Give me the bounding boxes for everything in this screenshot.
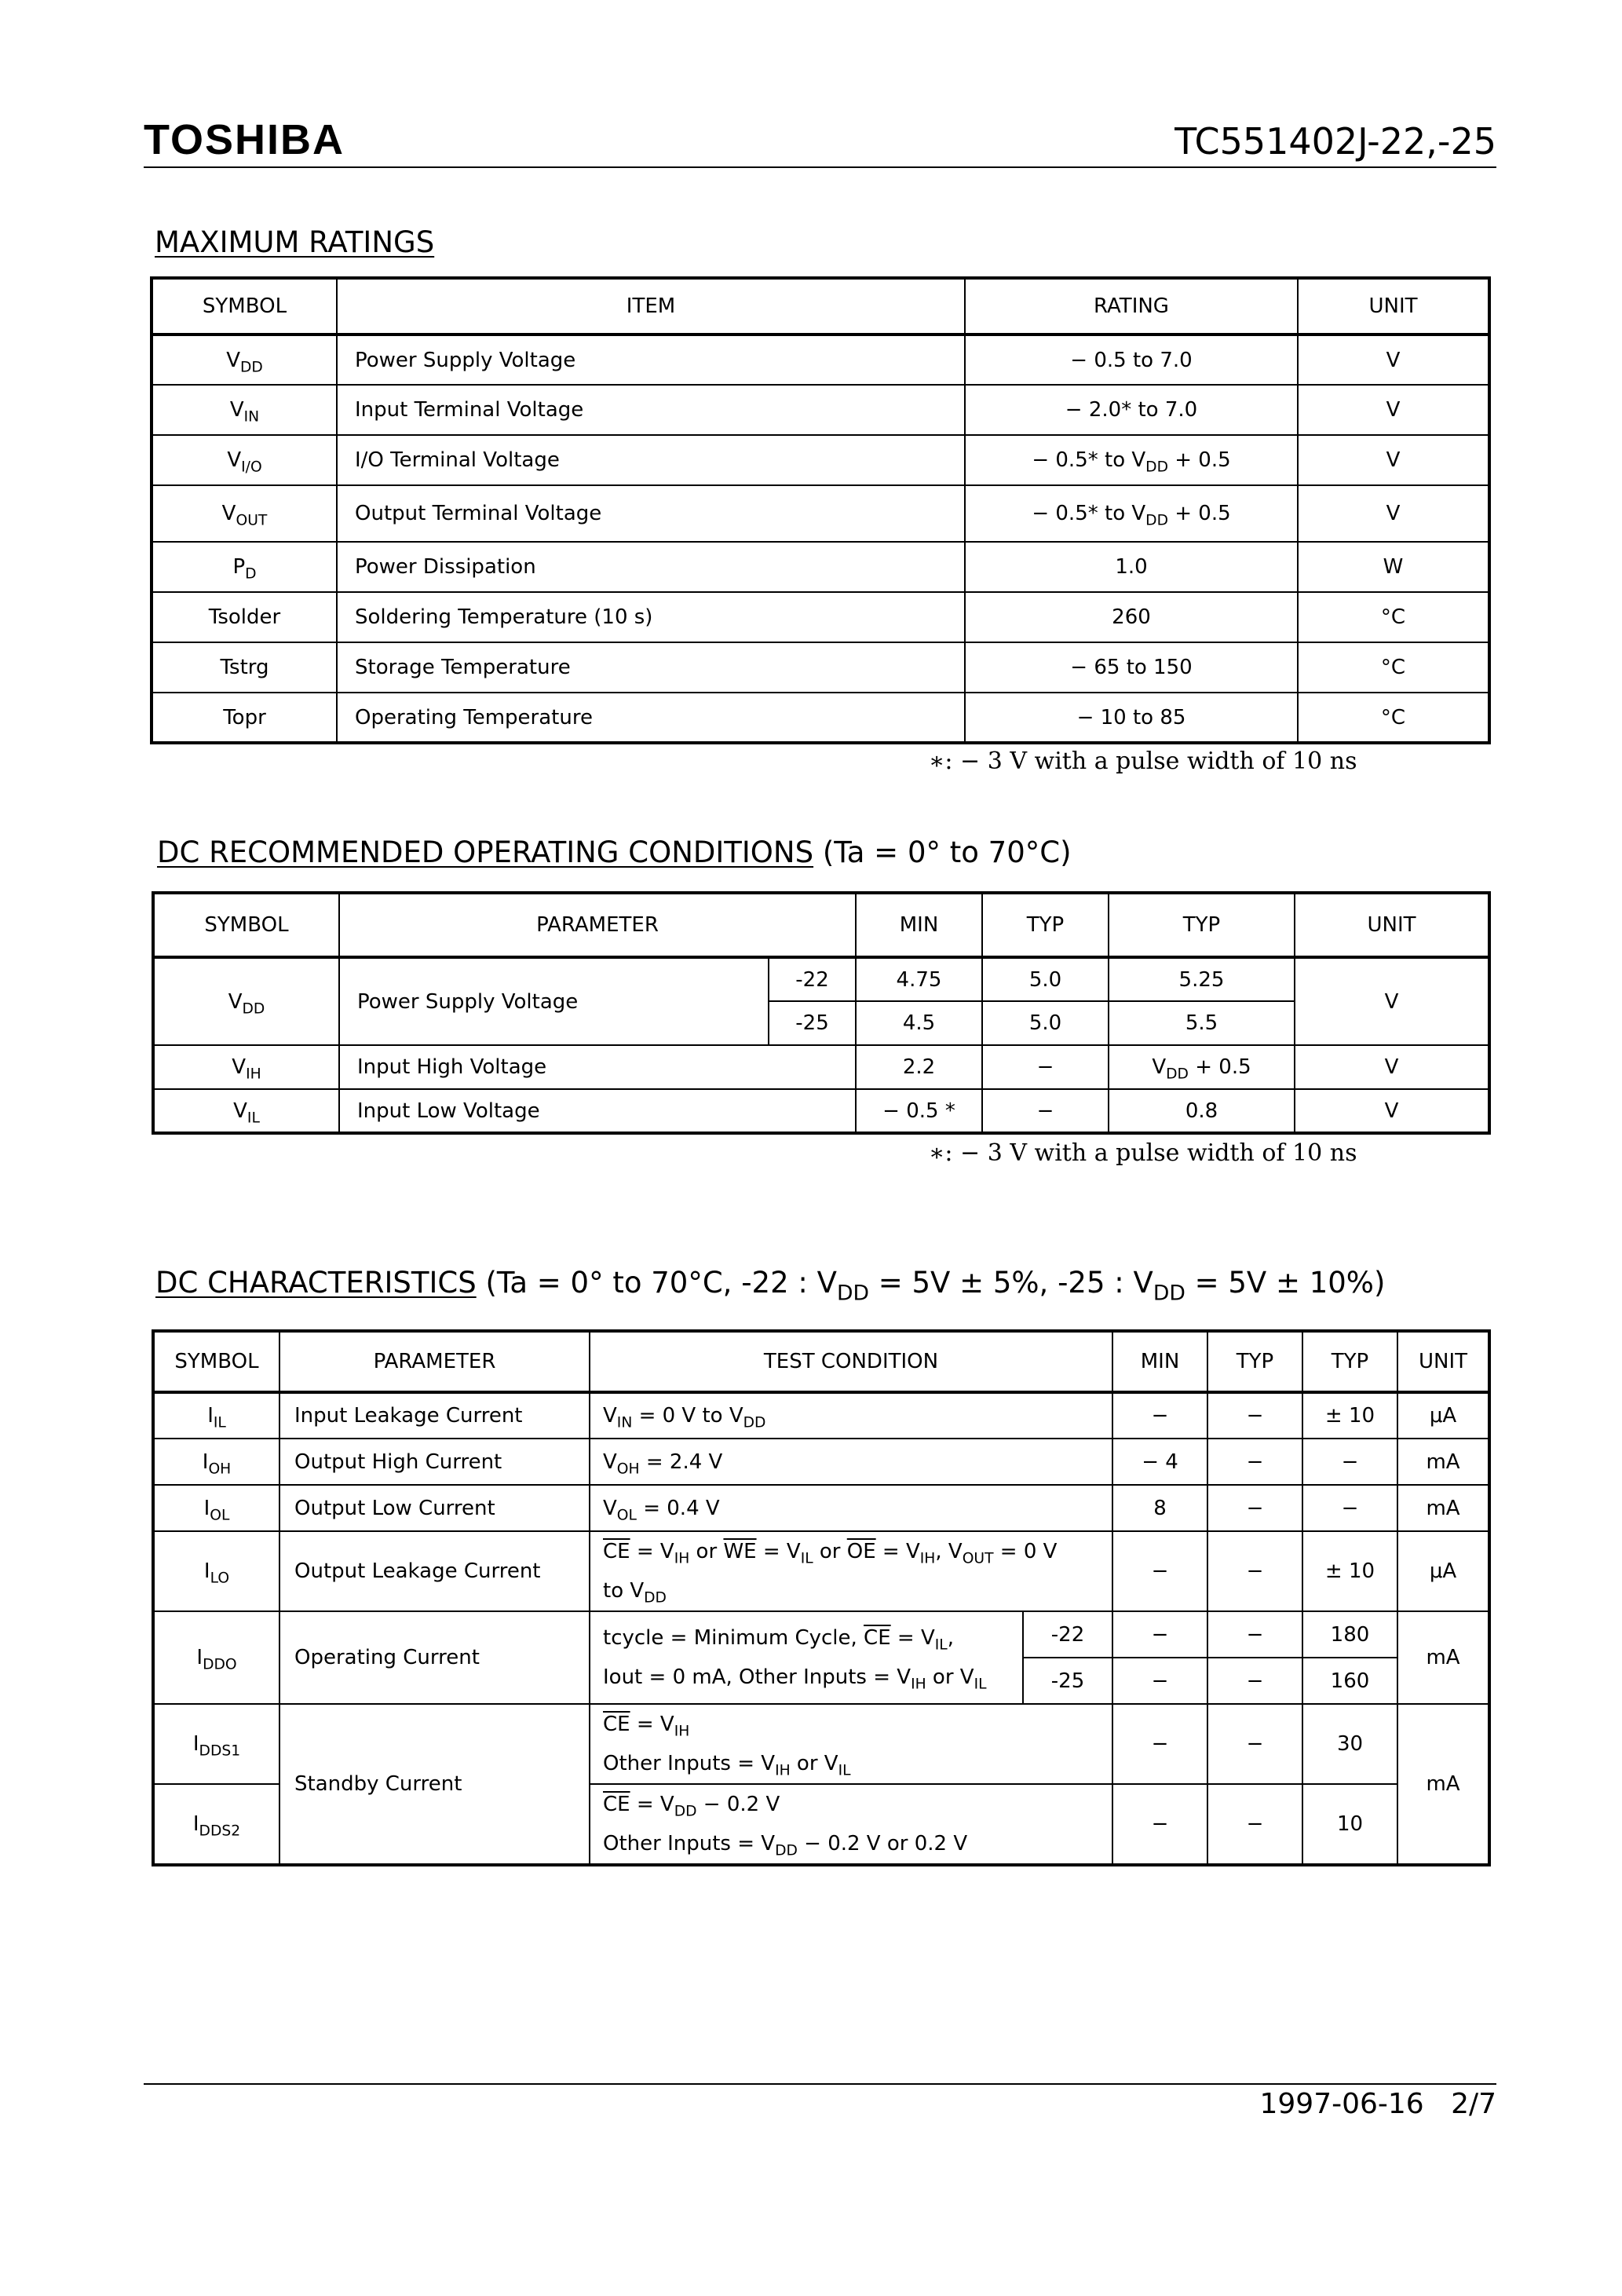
min-cell: 2.2 [856,1045,982,1089]
item-cell: Input Terminal Voltage [337,385,965,435]
max-cell: ± 10 [1302,1531,1397,1611]
column-header: PARAMETER [279,1331,590,1392]
unit-cell: V [1295,957,1489,1045]
header-rule [144,166,1496,168]
min-cell: − 0.5 * [856,1089,982,1133]
typ-cell: − [1207,1611,1302,1658]
item-cell: I/O Terminal Voltage [337,435,965,485]
unit-cell: V [1298,485,1489,542]
symbol-cell: $P_D$ [152,542,337,592]
column-header: UNIT [1295,893,1489,957]
unit-cell: °C [1298,693,1489,743]
condition-cell: $V_{OH} = 2.4$ V [590,1439,1112,1485]
rating-cell: − 2.0* to 7.0 [965,385,1298,435]
rating-cell: − 0.5* to $V_{DD} + 0.5$ [965,435,1298,485]
item-cell: Power Supply Voltage [337,335,965,385]
symbol-cell: $I_{DDS1}$ [153,1704,279,1784]
symbol-cell: Tstrg [152,642,337,693]
grade-cell: -22 [769,957,856,1001]
symbol-cell: $I_{OL}$ [153,1485,279,1531]
column-header: MIN [1112,1331,1207,1392]
max-cell: − [1302,1485,1397,1531]
symbol-cell: $I_{DDO}$ [153,1611,279,1704]
condition-line: $\overline{CE} = V_{IH}$ [603,1713,690,1740]
rating-cell: − 65 to 150 [965,642,1298,693]
symbol-cell: Topr [152,693,337,743]
symbol-cell: $I_{IL}$ [153,1392,279,1439]
symbol-cell: $V_{I/O}$ [152,435,337,485]
item-cell: Soldering Temperature (10 s) [337,592,965,642]
max-cell: 0.8 [1109,1089,1295,1133]
parameter-cell: Input Low Voltage [339,1089,856,1133]
part-number: TC551402J-22,-25 [1174,120,1496,163]
min-cell: − [1112,1658,1207,1704]
condition-cell [590,1531,1112,1611]
grade-cell: -22 [1023,1611,1112,1658]
table-row [153,957,1489,1001]
grade-cell: -25 [769,1001,856,1045]
max-cell: 5.25 [1109,957,1295,1001]
unit-cell: μA [1397,1392,1489,1439]
table-row [152,542,1489,592]
max-cell: 160 [1302,1658,1397,1704]
table-row [153,1485,1489,1531]
parameter-cell: Input Leakage Current [279,1392,590,1439]
parameter-cell: Power Supply Voltage [339,957,769,1045]
symbol-cell: $V_{DD}$ [152,335,337,385]
unit-cell: mA [1397,1611,1489,1704]
min-cell: − [1112,1531,1207,1611]
unit-cell: W [1298,542,1489,592]
footer-date-page [1260,2087,1497,2122]
dc-rec-title: DC RECOMMENDED OPERATING CONDITIONS (Ta = 0° to 70°C) [157,835,1072,869]
typ-cell: 5.0 [982,1001,1109,1045]
min-cell: − [1112,1392,1207,1439]
unit-cell: mA [1397,1485,1489,1531]
symbol-cell: $V_{IL}$ [153,1089,339,1133]
condition-cell: $V_{OL} = 0.4$ V [590,1485,1112,1531]
column-header: TEST CONDITION [590,1331,1112,1392]
condition-line: to $V_{DD}$ [603,1579,667,1607]
column-header: RATING [965,278,1298,335]
unit-cell: V [1298,435,1489,485]
column-header: SYMBOL [152,278,337,335]
table-row [153,1045,1489,1089]
dc-char-table [152,1329,1491,1866]
max-ratings-footnote: ∗: − 3 V with a pulse width of 10 ns [929,748,1357,775]
condition-cell [590,1704,1112,1784]
parameter-cell: Standby Current [279,1704,590,1865]
column-header: UNIT [1298,278,1489,335]
condition-cell [590,1784,1112,1865]
symbol-cell: Tsolder [152,592,337,642]
typ-cell: − [1207,1485,1302,1531]
condition-cell [590,1611,1023,1704]
column-header: ITEM [337,278,965,335]
table-header-row [152,278,1489,335]
table-row [152,335,1489,385]
condition-line: tcycle = Minimum Cycle, $\overline{CE} = V_{IL}$, [603,1626,954,1654]
min-cell: − 4 [1112,1439,1207,1485]
item-cell: Output Terminal Voltage [337,485,965,542]
typ-cell: − [982,1089,1109,1133]
typ-cell: − [1207,1784,1302,1865]
dc-char-title: DC CHARACTERISTICS (Ta = 0° to 70°C, -22 : $V_{DD} = 5V \pm 5\%$, -25 : $V_{DD} = 5V \pm 10\%$) [155,1266,1386,1306]
page-number: 2/7 [1451,2088,1496,2120]
column-header: TYP [1109,893,1295,957]
table-row [152,385,1489,435]
table-row [152,485,1489,542]
unit-cell: V [1298,335,1489,385]
max-cell: ± 10 [1302,1392,1397,1439]
symbol-cell: $V_{DD}$ [153,957,339,1045]
condition-line: Other Inputs = $V_{IH}$ or $V_{IL}$ [603,1752,851,1779]
table-row [152,693,1489,743]
rating-cell: − 0.5* to $V_{DD} + 0.5$ [965,485,1298,542]
typ-cell: − [1207,1439,1302,1485]
symbol-cell: $V_{IH}$ [153,1045,339,1089]
rating-cell: − 0.5 to 7.0 [965,335,1298,385]
dc-rec-table [152,891,1491,1135]
table-row [153,1089,1489,1133]
rating-cell: 260 [965,592,1298,642]
item-cell: Power Dissipation [337,542,965,592]
item-cell: Storage Temperature [337,642,965,693]
typ-cell: − [1207,1704,1302,1784]
footer-date: 1997-06-16 [1259,2088,1424,2120]
max-ratings-title: MAXIMUM RATINGS [155,225,435,259]
min-cell: 4.5 [856,1001,982,1045]
column-header: SYMBOL [153,1331,279,1392]
unit-cell: V [1295,1089,1489,1133]
column-header: MIN [856,893,982,957]
symbol-cell: $I_{DDS2}$ [153,1784,279,1865]
parameter-cell: Input High Voltage [339,1045,856,1089]
max-cell: 180 [1302,1611,1397,1658]
column-header: TYP [982,893,1109,957]
table-row [153,1439,1489,1485]
table-row [152,435,1489,485]
max-cell: 10 [1302,1784,1397,1865]
column-header: UNIT [1397,1331,1489,1392]
min-cell: − [1112,1704,1207,1784]
table-row [152,592,1489,642]
footer-rule [144,2083,1496,2085]
table-row [153,1611,1489,1658]
typ-cell: − [1207,1531,1302,1611]
column-header: TYP [1207,1331,1302,1392]
typ-cell: − [982,1045,1109,1089]
symbol-cell: $I_{LO}$ [153,1531,279,1611]
min-cell: 8 [1112,1485,1207,1531]
column-header: PARAMETER [339,893,856,957]
brand-logo: TOSHIBA [144,116,345,163]
grade-cell: -25 [1023,1658,1112,1704]
unit-cell: V [1295,1045,1489,1089]
unit-cell: °C [1298,592,1489,642]
typ-cell: − [1207,1392,1302,1439]
column-header: TYP [1302,1331,1397,1392]
unit-cell: μA [1397,1531,1489,1611]
symbol-cell: $V_{OUT}$ [152,485,337,542]
condition-line: Iout = 0 mA, Other Inputs = $V_{IH}$ or $V_{IL}$ [603,1665,987,1693]
max-cell: 30 [1302,1704,1397,1784]
symbol-cell: $V_{IN}$ [152,385,337,435]
condition-line: $\overline{CE} = V_{IH}$ or $\overline{WE} = V_{IL}$ or $\overline{OE} = V_{IH}$, $V_{OUT} = 0$ V [603,1540,1058,1567]
max-cell: 5.5 [1109,1001,1295,1045]
max-cell: $V_{DD} + 0.5$ [1109,1045,1295,1089]
unit-cell: mA [1397,1704,1489,1865]
dc-rec-footnote: ∗: − 3 V with a pulse width of 10 ns [929,1139,1357,1167]
max-cell: − [1302,1439,1397,1485]
item-cell: Operating Temperature [337,693,965,743]
condition-line: Other Inputs = $V_{DD} - 0.2$ V or 0.2 V [603,1832,968,1859]
min-cell: − [1112,1784,1207,1865]
rating-cell: 1.0 [965,542,1298,592]
table-header-row [153,1331,1489,1392]
unit-cell: mA [1397,1439,1489,1485]
condition-cell: $V_{IN} = 0$ V to $V_{DD}$ [590,1392,1112,1439]
table-row [152,642,1489,693]
min-cell: 4.75 [856,957,982,1001]
symbol-cell: $I_{OH}$ [153,1439,279,1485]
unit-cell: °C [1298,642,1489,693]
parameter-cell: Output High Current [279,1439,590,1485]
condition-line: $\overline{CE} = V_{DD} - 0.2$ V [603,1793,780,1820]
table-row [153,1531,1489,1611]
min-cell: − [1112,1611,1207,1658]
typ-cell: − [1207,1658,1302,1704]
unit-cell: V [1298,385,1489,435]
parameter-cell: Operating Current [279,1611,590,1704]
table-row [153,1392,1489,1439]
parameter-cell: Output Leakage Current [279,1531,590,1611]
typ-cell: 5.0 [982,957,1109,1001]
parameter-cell: Output Low Current [279,1485,590,1531]
table-row [153,1704,1489,1784]
table-header-row [153,893,1489,957]
column-header: SYMBOL [153,893,339,957]
max-ratings-table [150,276,1491,744]
rating-cell: − 10 to 85 [965,693,1298,743]
